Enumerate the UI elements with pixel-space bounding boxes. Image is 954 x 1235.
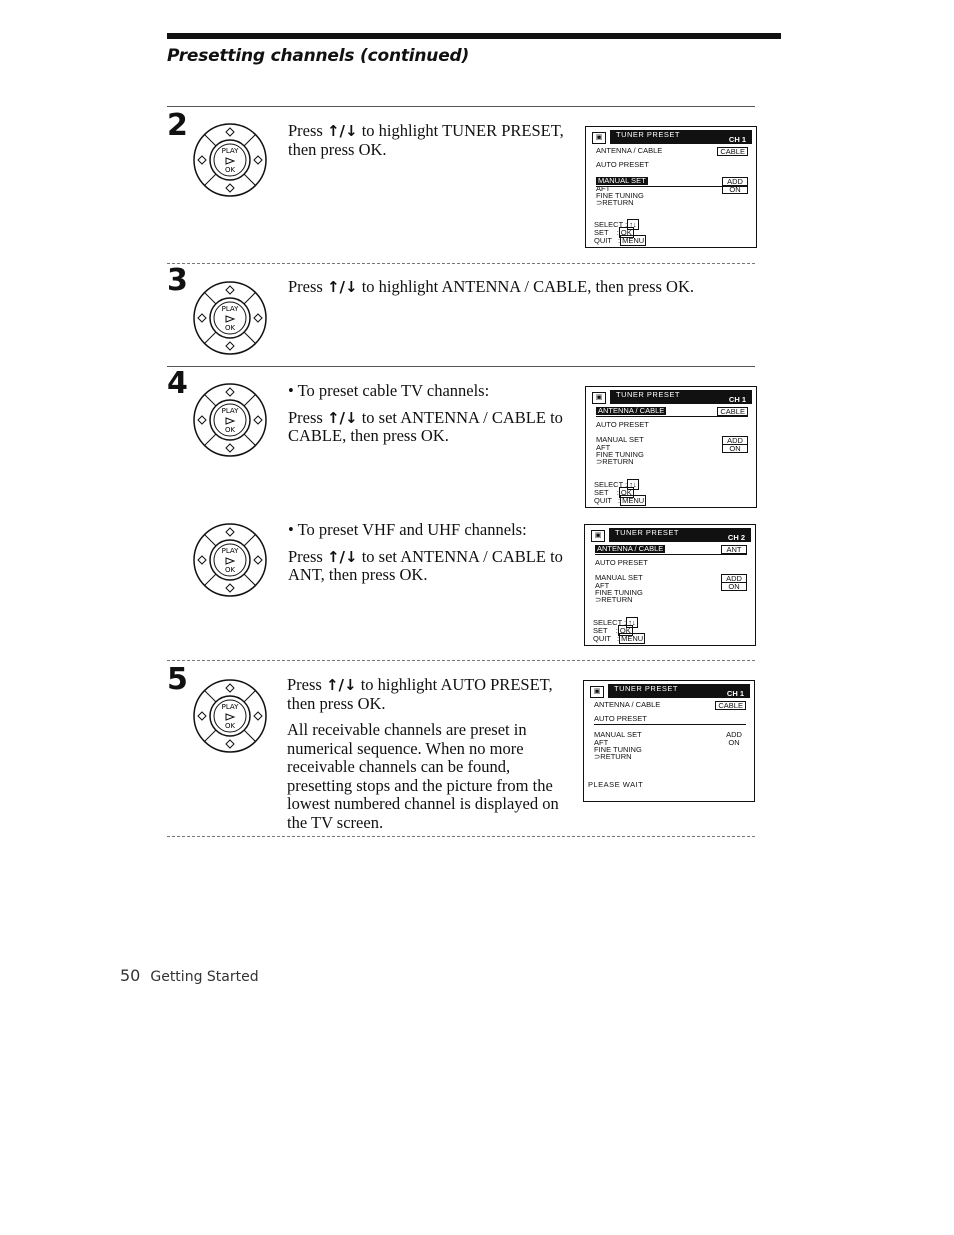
page-number: 50 bbox=[120, 966, 141, 985]
step-number: 2 bbox=[167, 108, 188, 143]
tv-icon: ▣ bbox=[591, 530, 605, 542]
step-instruction: • To preset cable TV channels: Press ↑/↓ to set ANTENNA / CABLE to CABLE, then press OK. bbox=[288, 381, 563, 445]
step-divider bbox=[167, 106, 755, 107]
remote-control-icon bbox=[190, 520, 270, 600]
remote-control-icon bbox=[190, 676, 270, 756]
tv-icon: ▣ bbox=[592, 132, 606, 144]
tuner-preset-screen: ▣ TUNER PRESET CH 1 ANTENNA / CABLE CABLE AUTO PRESET MANUAL SET ADD AFT ON FINE TUNING ⊃RETURN SELECT : ↑↓ SET : OK QUIT : MENU bbox=[585, 126, 757, 248]
step-number: 4 bbox=[167, 366, 188, 401]
svg-text:PLAY: PLAY bbox=[221, 407, 239, 415]
svg-text:PLAY: PLAY bbox=[221, 703, 239, 711]
header-rule bbox=[167, 33, 781, 39]
svg-text:PLAY: PLAY bbox=[221, 147, 239, 155]
step-instruction: • To preset VHF and UHF channels: Press ↑/↓ to set ANTENNA / CABLE to ANT, then press OK. bbox=[288, 520, 563, 584]
up-down-arrow-icon: ↑/↓ bbox=[326, 122, 358, 140]
remote-control-icon bbox=[190, 278, 270, 358]
svg-text:PLAY: PLAY bbox=[221, 547, 239, 555]
tuner-preset-screen: ▣ TUNER PRESET CH 2 ANTENNA / CABLE ANT AUTO PRESET MANUAL SET ADD AFT ON FINE TUNING ⊃RETURN SELECT : ↑↓ SET : OK QUIT : MENU bbox=[584, 524, 756, 646]
tv-icon: ▣ bbox=[590, 686, 604, 698]
page-title: Presetting channels (continued) bbox=[167, 46, 470, 66]
step-divider bbox=[167, 836, 755, 837]
up-down-arrow-icon: ↑/↓ bbox=[326, 408, 358, 427]
step-divider bbox=[167, 263, 755, 264]
page-footer bbox=[120, 966, 259, 985]
tv-icon: ▣ bbox=[592, 392, 606, 404]
svg-text:PLAY: PLAY bbox=[221, 305, 239, 313]
step-number: 5 bbox=[167, 662, 188, 697]
svg-text:OK: OK bbox=[224, 324, 236, 332]
svg-text:OK: OK bbox=[224, 166, 236, 174]
step-divider bbox=[167, 366, 755, 367]
section-name: Getting Started bbox=[150, 969, 259, 985]
remote-control-icon bbox=[190, 380, 270, 460]
step-note: All receivable channels are preset in numerical sequence. When no more receivable channels can be found, presetting stops and the picture from the lowest numbered channel is displayed on the TV screen. bbox=[287, 720, 559, 832]
please-wait-message: PLEASE WAIT bbox=[588, 780, 644, 789]
up-down-arrow-icon: ↑/↓ bbox=[326, 278, 358, 296]
svg-text:OK: OK bbox=[224, 566, 236, 574]
step-instruction: Press ↑/↓ to highlight ANTENNA / CABLE, then press OK. bbox=[288, 277, 694, 296]
up-down-arrow-icon: ↑/↓ bbox=[326, 547, 358, 566]
svg-text:OK: OK bbox=[224, 426, 236, 434]
remote-control-icon bbox=[190, 120, 270, 200]
step-instruction: Press ↑/↓ to highlight AUTO PRESET, then press OK. All receivable channels are preset in numerical sequence. When no more receivable channels can be found, presetting stops and the picture from the lowest numbered channel is displayed on the TV screen. bbox=[287, 676, 572, 832]
tuner-preset-screen: ▣ TUNER PRESET CH 1 ANTENNA / CABLE CABLE AUTO PRESET MANUAL SET ADD AFT ON FINE TUNING ⊃RETURN PLEASE WAIT bbox=[583, 680, 755, 802]
up-down-arrow-icon: ↑/↓ bbox=[325, 676, 357, 694]
step-number: 3 bbox=[167, 263, 188, 298]
step-divider bbox=[167, 660, 755, 661]
step-instruction: Press ↑/↓ to highlight TUNER PRESET, then press OK. bbox=[288, 121, 564, 159]
svg-text:OK: OK bbox=[224, 722, 236, 730]
tuner-preset-screen: ▣ TUNER PRESET CH 1 ANTENNA / CABLE CABLE AUTO PRESET MANUAL SET ADD AFT ON FINE TUNING ⊃RETURN SELECT : ↑↓ SET : OK QUIT : MENU bbox=[585, 386, 757, 508]
